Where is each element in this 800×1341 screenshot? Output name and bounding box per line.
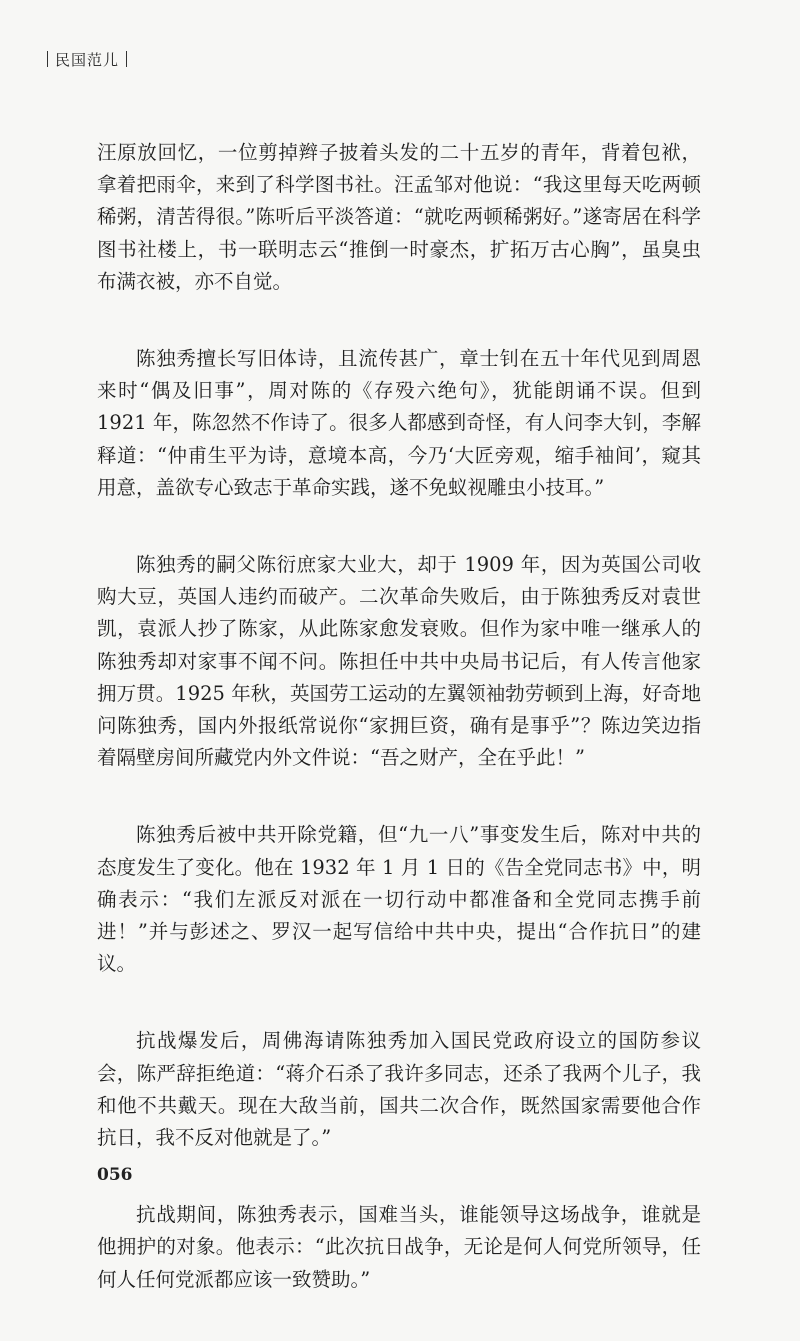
page-number: 056 (97, 1165, 133, 1185)
book-title: 民国范儿 (55, 51, 120, 69)
paragraph-2: 陈独秀擅长写旧体诗，且流传甚广，章士钊在五十年代见到周恩来时“偶及旧事”，周对陈的《存殁六绝句》，犹能朗诵不误。但到 1921 年，陈忽然不作诗了。很多人都感到奇怪，有人问李大钊，李解释道：“仲甫生平为诗，意境本高，今乃‘大匠旁观，缩手袖间’，窥其用意，盖欲专心致志于革命实践，遂不免蚁视雕虫小技耳。” (97, 347, 701, 499)
paragraph-1: 汪原放回忆，一位剪掉辫子披着头发的二十五岁的青年，背着包袱，拿着把雨伞，来到了科学图书社。汪孟邹对他说：“我这里每天吃两顿稀粥，清苦得很。”陈听后平淡答道：“就吃两顿稀粥好。”遂寄居在科学图书社楼上，书一联明志云“推倒一时豪杰，扩拓万古心胸”，虽臭虫布满衣被，亦不自觉。 (97, 141, 701, 293)
paragraph-4: 陈独秀后被中共开除党籍，但“九一八”事变发生后，陈对中共的态度发生了变化。他在 1932 年 1 月 1 日的《告全党同志书》中，明确表示：“我们左派反对派在一切行动中都准备和全党同志携手前进！”并与彭述之、罗汉一起写信给中共中央，提出“合作抗日”的建议。 (97, 823, 701, 976)
body-text (97, 137, 701, 1341)
paragraph-5: 抗战爆发后，周佛海请陈独秀加入国民党政府设立的国防参议会，陈严辞拒绝道：“蒋介石杀了我许多同志，还杀了我两个儿子，我和他不共戴天。现在大敌当前，国共二次合作，既然国家需要他合作抗日，我不反对他就是了。” (97, 1029, 701, 1150)
running-header (40, 49, 134, 70)
header-divider-left (47, 51, 48, 67)
header-divider-right (126, 51, 127, 67)
paragraph-3: 陈独秀的嗣父陈衍庶家大业大，却于 1909 年，因为英国公司收购大豆，英国人违约而破产。二次革命失败后，由于陈独秀反对袁世凯，袁派人抄了陈家，从此陈家愈发衰败。但作为家中唯一继承人的陈独秀却对家事不闻不问。陈担任中共中央局书记后，有人传言他家拥万贯。1925 年秋，英国劳工运动的左翼领袖勃劳顿到上海，好奇地问陈独秀，国内外报纸常说你“家拥巨资，确有是事乎”？陈边笑边指着隔壁房间所藏党内外文件说：“吾之财产，全在乎此！” (97, 553, 701, 770)
paragraph-6: 抗战期间，陈独秀表示，国难当头，谁能领导这场战争，谁就是他拥护的对象。他表示：“此次抗日战争，无论是何人何党所领导，任何人任何党派都应该一致赞助。” (97, 1203, 701, 1291)
